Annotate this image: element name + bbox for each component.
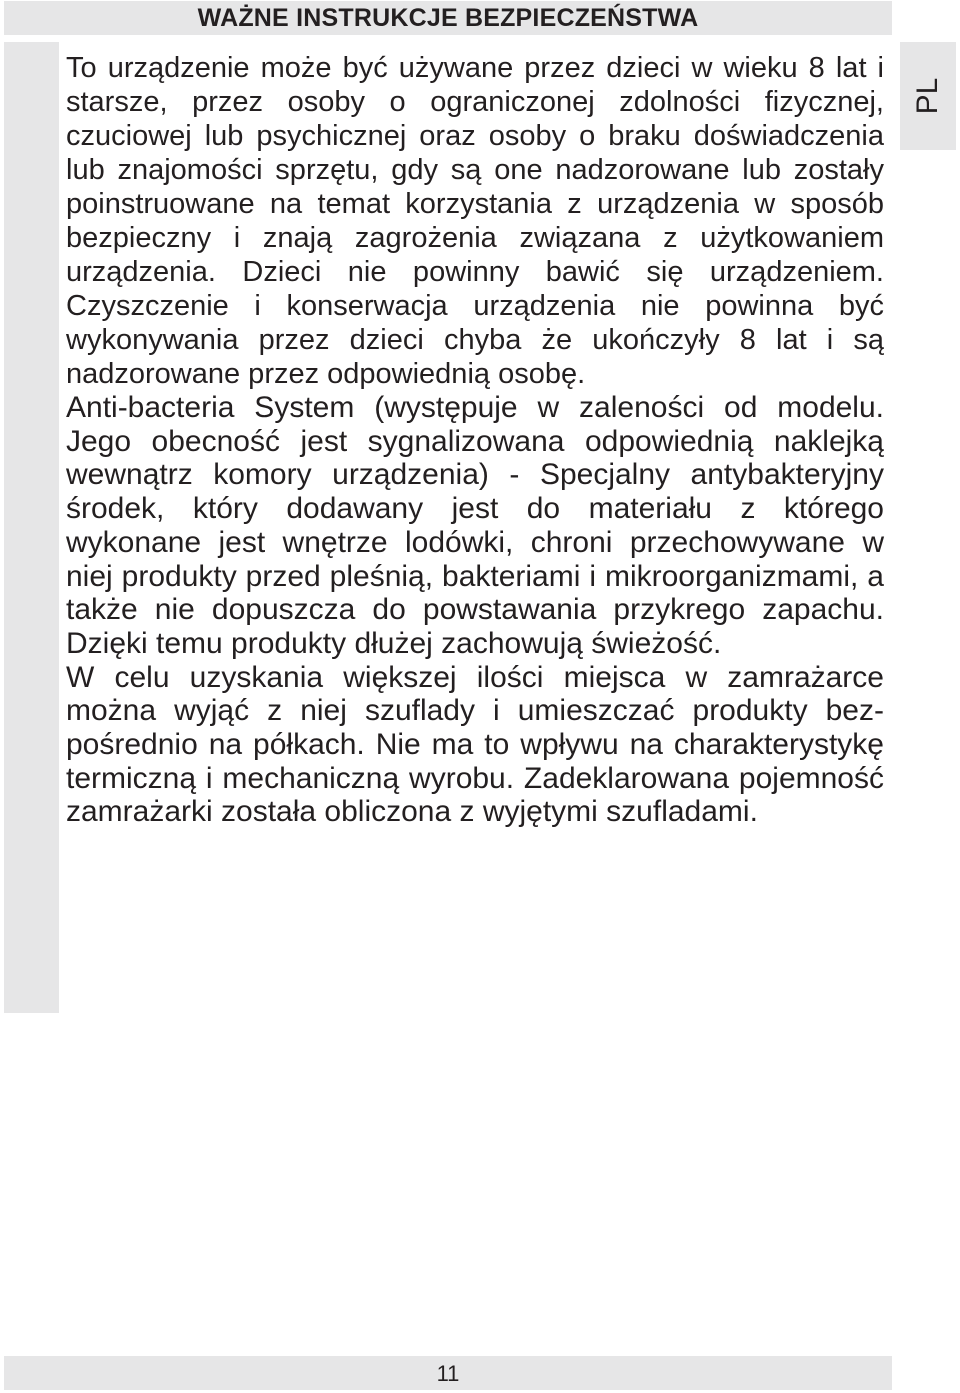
footer-bar bbox=[4, 1356, 892, 1390]
body-text bbox=[66, 51, 884, 829]
paragraph-child-safety: To urządzenie może być używane przez dzieci w wieku 8 lat i starsze, przez osoby o ograniczonej zdolności fizycznej, czuciowej lub psychicznej oraz osoby o braku doświadczenia lub znajomości sprzętu, gdy są one nadzorowane lub zostały poinstruowane na temat korzystania z urządzenia w sposób bezpieczny i znają zagrożenia związana z użytkowaniem urządzenia. Dzieci nie powinny bawić się urządzeniem. Czyszczenie i konserwacja urządzenia nie powinna być wykonywania przez dzieci chyba że ukończyły 8 lat i są nadzorowane przez odpowiednią osobę. bbox=[66, 52, 884, 390]
header-bar bbox=[4, 1, 892, 35]
language-label: PL bbox=[911, 77, 944, 115]
page-title: WAŻNE INSTRUKCJE BEZPIECZEŃSTWA bbox=[197, 4, 699, 32]
language-tab bbox=[900, 42, 956, 150]
page-number: 11 bbox=[436, 1361, 460, 1386]
left-margin-band bbox=[4, 42, 59, 1013]
paragraph-anti-bacteria: Anti-bacteria System (występuje w zaleności od modelu. Jego obecność jest sygnalizowana odpowiednią naklejką wewnątrz komory urządzenia) - Specjalny antybakteryjny środek, który dodawany jest do materiału z którego wykonane jest wnętrze lodówki, chroni przechowywane w niej produkty przed pleśnią, bakteriami i mikroorganizmami, a także nie dopuszcza do powstawania przykrego zapachu. Dzięki temu produkty dłużej zachowują świeżość. bbox=[66, 391, 884, 660]
paragraph-freezer-drawers: W celu uzyskania większej ilości miejsca w zamrażarce można wyjąć z niej szuflady i umieszczać produkty bezpośrednio na półkach. Nie ma to wpływu na charakterystykę termiczną i mechaniczną wyrobu. Zadeklarowana pojemność zamrażarki została obliczona z wyjętymi szufladami. bbox=[66, 660, 884, 829]
